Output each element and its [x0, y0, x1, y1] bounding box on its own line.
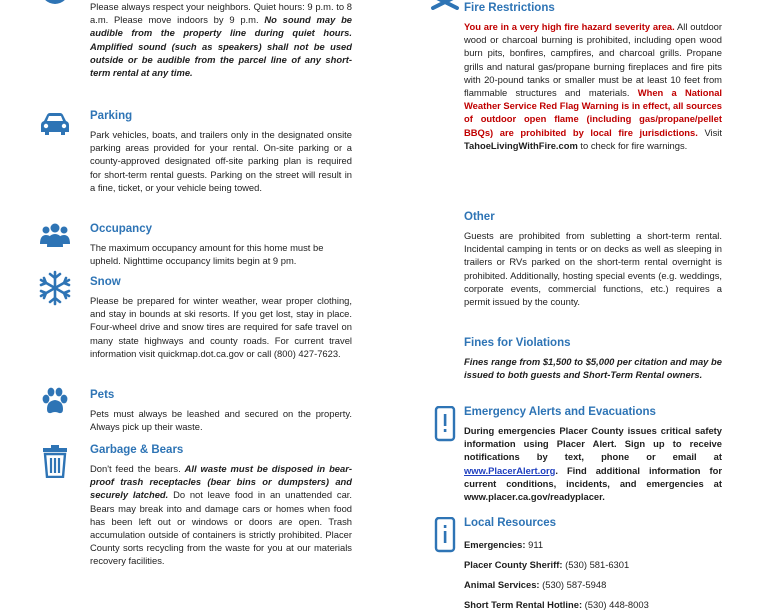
resource-label: Short Term Rental Hotline:: [464, 599, 583, 610]
pets-title: Pets: [90, 389, 115, 401]
resource-value: 911: [528, 539, 544, 550]
resource-value: (530) 448-8003: [584, 599, 649, 610]
occupancy-title: Occupancy: [90, 223, 152, 235]
resource-item: [464, 595, 722, 615]
resource-label: Animal Services:: [464, 579, 540, 590]
fire-body-2: Visit: [704, 126, 722, 138]
phone-alert-icon: [428, 406, 462, 442]
garbage-title: Garbage & Bears: [90, 444, 184, 456]
fire-warning-1: You are in a very high fire hazard severity area.: [464, 21, 675, 32]
resource-value: (530) 587-5948: [542, 579, 607, 590]
garbage-text-2: Do not leave food in an unattended car. Bears may break into and damage cars or homes when food has been left out or windows or doors are open. Trash accumulation outside of containers is strictly prohibited. Placer County sorts recycling from the waste for you at our materials recovery facilities.: [90, 489, 352, 567]
car-icon: [38, 112, 72, 138]
pets-body: Pets must always be leashed and secured on the property. Always pick up their waste.: [90, 408, 352, 433]
fines-body: Fines range from $1,500 to $5,000 per citation and may be issued to both guests and Short-Term Rental owners.: [464, 356, 722, 381]
paw-icon: [38, 387, 72, 417]
fire-icon: [428, 0, 462, 10]
emergency-title: Emergency Alerts and Evacuations: [464, 406, 656, 418]
quiet-hours-emphasis: No sound may be audible from the property line during quiet hours. Amplified sound (such as speakers) shall not be used outside or be audible from the parcel line of any short-term rental at any time.: [90, 14, 353, 79]
resource-label: Emergencies:: [464, 539, 526, 550]
fines-title: Fines for Violations: [464, 337, 571, 349]
resource-item: [464, 555, 722, 575]
other-title: Other: [464, 211, 495, 223]
snow-body: Please be prepared for winter weather, wear proper clothing, and stay in bounds at ski resorts. If you get lost, stay in place. Four-wheel drive and snow tires are required for safe travel on many state highways and county roads. For current travel information visit quickmap.dot.ca.gov or call (800) 427-7623.: [90, 295, 352, 359]
garbage-emphasis: All waste must be disposed in bear-proof trash receptacles (bear bins or dumpsters) and securely latched.: [90, 463, 352, 501]
quiet-hours-text: Please always respect your neighbors. Quiet hours: 9 p.m. to 8 a.m. Please move indoors by 9 p.m.: [90, 1, 352, 26]
other-body: Guests are prohibited from subletting a short-term rental. Incidental camping in tents or on decks as well as sleeping in trailers or RVs parked on the short-term rental overnight is prohibited. Additionally, hosting special events (e.g. weddings, corporate events, commercial functions, etc.) requires a permit issued by the county.: [464, 230, 722, 308]
occupancy-body: The maximum occupancy amount for this home must be upheld. Nighttime occupancy limits begin at 9 pm.: [90, 242, 324, 267]
resource-item: [464, 535, 722, 555]
snowflake-icon: [38, 270, 72, 306]
resource-item: [464, 575, 722, 595]
resources-title: Local Resources: [464, 517, 557, 529]
resource-value: (530) 581-6301: [565, 559, 630, 570]
emergency-body-2: . Find additional information for current conditions, incidents, and emergencies at www.placer.ca.gov/readyplacer.: [464, 464, 722, 503]
trash-can-icon: [38, 444, 72, 478]
resource-label: Placer County Sheriff:: [464, 559, 563, 570]
info-circle-icon: [38, 0, 72, 8]
fire-title: Fire Restrictions: [464, 2, 555, 14]
fire-website: TahoeLivingWithFire.com: [464, 139, 578, 151]
emergency-body-1: During emergencies Placer County issues critical safety information using Placer Alert. Sign up to receive notifications by text, phone or email at: [464, 425, 722, 463]
phone-info-icon: [428, 517, 462, 553]
garbage-text-1: Don't feed the bears.: [90, 463, 181, 474]
snow-title: Snow: [90, 276, 121, 288]
fire-warning-2: When a National Weather Service Red Flag Warning is in effect, all sources of outdoor open flame (including gas/propane/pellet BBQs) are prohibited by local fire jurisdictions.: [464, 87, 723, 138]
parking-title: Parking: [90, 110, 133, 122]
parking-body: Park vehicles, boats, and trailers only in the designated onsite parking areas provided for your rental. On-site parking or a county-approved designated off-site parking plan is required for short-term rental guests. Parking on the street will result in a fine, ticket, or your vehicle being towed.: [90, 129, 352, 193]
fire-body-3: to check for fire warnings.: [580, 139, 688, 151]
people-icon: [38, 223, 72, 249]
placer-alert-link[interactable]: www.PlacerAlert.org: [464, 464, 556, 476]
fire-body-1: All outdoor wood or charcoal burning is prohibited, including open wood burn pits, bonfires, campfires, and charcoal grills. Propane grills and natural gas/propane burning fireplaces and fire pits with 20-pound tanks or smaller must be at least 10 feet from flammable structures and materials.: [464, 21, 722, 99]
